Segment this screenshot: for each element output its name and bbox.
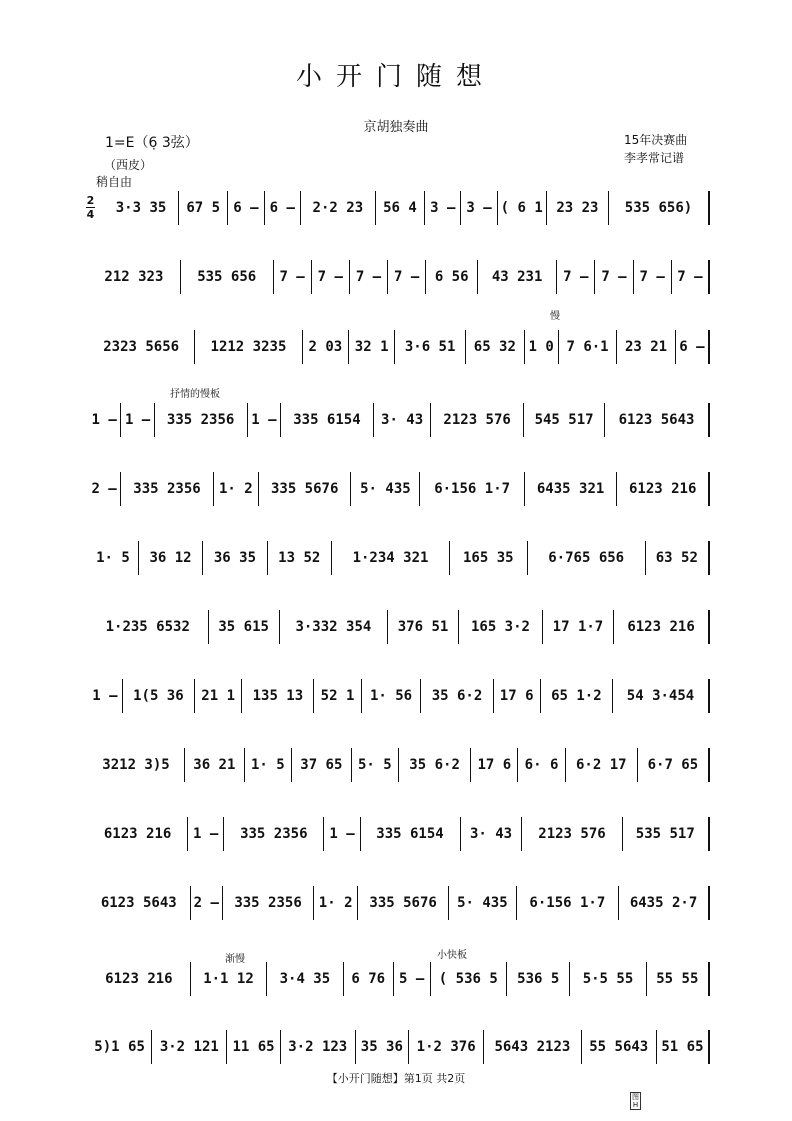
measure: ( 6 1 [498, 191, 547, 225]
score-row [0, 260, 792, 294]
measure: 212 323 [88, 260, 181, 294]
measure: 2123 576 [522, 817, 622, 851]
measure: 23 21 [617, 330, 676, 364]
measure: 55 55 [647, 962, 710, 996]
measure: 7 – [274, 260, 312, 294]
measure: 6·156 1·7 [420, 472, 525, 506]
measure: 5)1 65 [88, 1030, 152, 1064]
measure: 5643 2123 [484, 1030, 581, 1064]
measure: 2·2 23 [301, 191, 376, 225]
measure: 6123 216 [88, 817, 188, 851]
measure: 1·2 376 [409, 1030, 484, 1064]
score-row [0, 748, 792, 782]
measure: 1212 3235 [195, 330, 302, 364]
score-row [0, 886, 792, 920]
measure: 6123 216 [614, 610, 710, 644]
measure: 6123 216 [617, 472, 710, 506]
measure: 535 656) [609, 191, 710, 225]
measure: 6 76 [344, 962, 394, 996]
measure: 6435 2·7 [619, 886, 710, 920]
time-signature [86, 195, 95, 220]
measure: 7 – [557, 260, 595, 294]
measure: 2323 5656 [88, 330, 195, 364]
measure: 52 1 [314, 679, 361, 713]
measure: 2 – [191, 886, 224, 920]
measure: 3·6 51 [395, 330, 466, 364]
measure: 6123 5643 [88, 886, 191, 920]
measure: 17 6 [494, 679, 541, 713]
measure: 35 6·2 [399, 748, 471, 782]
key-signature: 1=E（6̣ 3弦） [105, 135, 199, 151]
measure: 5 – [394, 962, 431, 996]
measure: 1 – [121, 403, 154, 437]
measure: 1 – [248, 403, 281, 437]
measure: 5· 5 [352, 748, 399, 782]
measure: 6·156 1·7 [517, 886, 620, 920]
tempo-xiaokuaiban: 小快板 [437, 950, 467, 961]
measure: 6· 6 [518, 748, 565, 782]
measure: 17 6 [471, 748, 518, 782]
measure: 335 2356 [223, 886, 314, 920]
measure: 7 – [634, 260, 672, 294]
score-row [0, 610, 792, 644]
measure: 3·2 123 [281, 1030, 356, 1064]
measure: 13 52 [268, 541, 332, 575]
measure: 3·332 354 [280, 610, 388, 644]
measure: 165 35 [450, 541, 528, 575]
measure: 3·3 35 [104, 191, 179, 225]
measure: 7 – [350, 260, 388, 294]
measure: 6·765 656 [528, 541, 646, 575]
tempo-jianman: 渐慢 [225, 954, 245, 965]
measure: 135 13 [242, 679, 314, 713]
measure: 1 – [188, 817, 224, 851]
page-footer: 【小开门随想】第1页 共2页 [326, 1072, 466, 1085]
measure: 2 03 [303, 330, 349, 364]
measure: 7 – [595, 260, 633, 294]
measure: 6·7 65 [638, 748, 710, 782]
measure: 6 – [228, 191, 264, 225]
measure: 36 21 [185, 748, 245, 782]
measure: 7 6·1 [559, 330, 618, 364]
measure: 6123 216 [88, 962, 191, 996]
measure: 63 52 [646, 541, 710, 575]
score-row [0, 962, 792, 996]
subtitle: 京胡独奏曲 [363, 120, 429, 135]
measure: 3· 43 [374, 403, 431, 437]
measure: 335 2356 [121, 472, 214, 506]
measure: 36 12 [139, 541, 203, 575]
measure: 6 – [265, 191, 301, 225]
measure: 1· 56 [362, 679, 422, 713]
measure: 535 517 [623, 817, 710, 851]
measure: 2123 576 [431, 403, 524, 437]
measure: 6 56 [426, 260, 478, 294]
page-title: 小开门随想 [295, 62, 496, 92]
measure: 1·1 12 [191, 962, 267, 996]
measure: 65 32 [466, 330, 525, 364]
score-row [0, 1030, 792, 1064]
measure: 7 – [672, 260, 710, 294]
measure: 35 36 [356, 1030, 409, 1064]
measure: 6123 5643 [605, 403, 710, 437]
measure: 23 23 [547, 191, 609, 225]
credit-competition: 15年决赛曲 [624, 133, 688, 147]
measure: 536 5 [507, 962, 570, 996]
measure: 5· 435 [449, 886, 517, 920]
measure: 535 656 [181, 260, 274, 294]
measure: 5· 435 [352, 472, 421, 506]
score-row [0, 541, 792, 575]
measure: 1·234 321 [332, 541, 450, 575]
tempo-marking: 稍自由 [96, 175, 133, 189]
measure: 67 5 [179, 191, 228, 225]
measure: 7 – [312, 260, 350, 294]
measure: 37 65 [292, 748, 352, 782]
measure: 54 3·454 [613, 679, 710, 713]
measure: 6 – [676, 330, 710, 364]
score-row [0, 679, 792, 713]
measure: 1 – [88, 403, 121, 437]
measure: 35 6·2 [421, 679, 493, 713]
measure: 1 – [88, 679, 123, 713]
score-row [0, 817, 792, 851]
measure: 1· 5 [88, 541, 139, 575]
measure: 3·4 35 [267, 962, 343, 996]
measure: 3· 43 [461, 817, 523, 851]
measure: 1·235 6532 [88, 610, 209, 644]
measure: 3·2 121 [152, 1030, 227, 1064]
credit-transcriber: 李孝常记谱 [624, 151, 685, 165]
corner-mark: 图H [632, 1093, 639, 1109]
measure: 335 5676 [259, 472, 352, 506]
measure: 32 1 [349, 330, 395, 364]
measure: 36 35 [203, 541, 267, 575]
measure: 545 517 [524, 403, 605, 437]
measure: 17 1·7 [543, 610, 614, 644]
score-row [0, 403, 792, 437]
measure: 376 51 [388, 610, 459, 644]
measure: 6·2 17 [566, 748, 638, 782]
measure: 7 – [388, 260, 426, 294]
score-row [0, 330, 792, 364]
tempo-shuqing: 抒情的慢板 [170, 389, 220, 400]
time-signature-top: 2 [86, 194, 95, 207]
style-label: （西皮） [104, 158, 153, 172]
measure: 5·5 55 [570, 962, 646, 996]
measure: 165 3·2 [459, 610, 543, 644]
measure: 2 – [88, 472, 121, 506]
measure: 1 0 [525, 330, 559, 364]
measure: 65 1·2 [541, 679, 613, 713]
measure: 335 6154 [281, 403, 374, 437]
measure: 21 1 [195, 679, 242, 713]
tempo-man: 慢 [550, 311, 560, 322]
measure: 3 – [461, 191, 497, 225]
measure: 335 6154 [360, 817, 460, 851]
measure: 3212 3)5 [88, 748, 185, 782]
measure: 3 – [425, 191, 461, 225]
measure: 56 4 [376, 191, 425, 225]
measure: 335 2356 [155, 403, 248, 437]
measure: 43 231 [478, 260, 557, 294]
measure: 6435 321 [525, 472, 618, 506]
measure: 1· 5 [245, 748, 292, 782]
measure: 1· 2 [214, 472, 259, 506]
measure: 335 2356 [224, 817, 324, 851]
time-signature-bottom: 4 [86, 208, 95, 221]
measure: 1(5 36 [123, 679, 195, 713]
measure: 51 65 [657, 1030, 710, 1064]
score-row [0, 472, 792, 506]
measure: 335 5676 [358, 886, 449, 920]
score-row [0, 191, 792, 225]
measure: 1· 2 [314, 886, 358, 920]
measure: 1 – [325, 817, 361, 851]
measure: 35 615 [209, 610, 280, 644]
measure: 11 65 [228, 1030, 281, 1064]
measure: ( 536 5 [431, 962, 507, 996]
measure: 55 5643 [582, 1030, 657, 1064]
